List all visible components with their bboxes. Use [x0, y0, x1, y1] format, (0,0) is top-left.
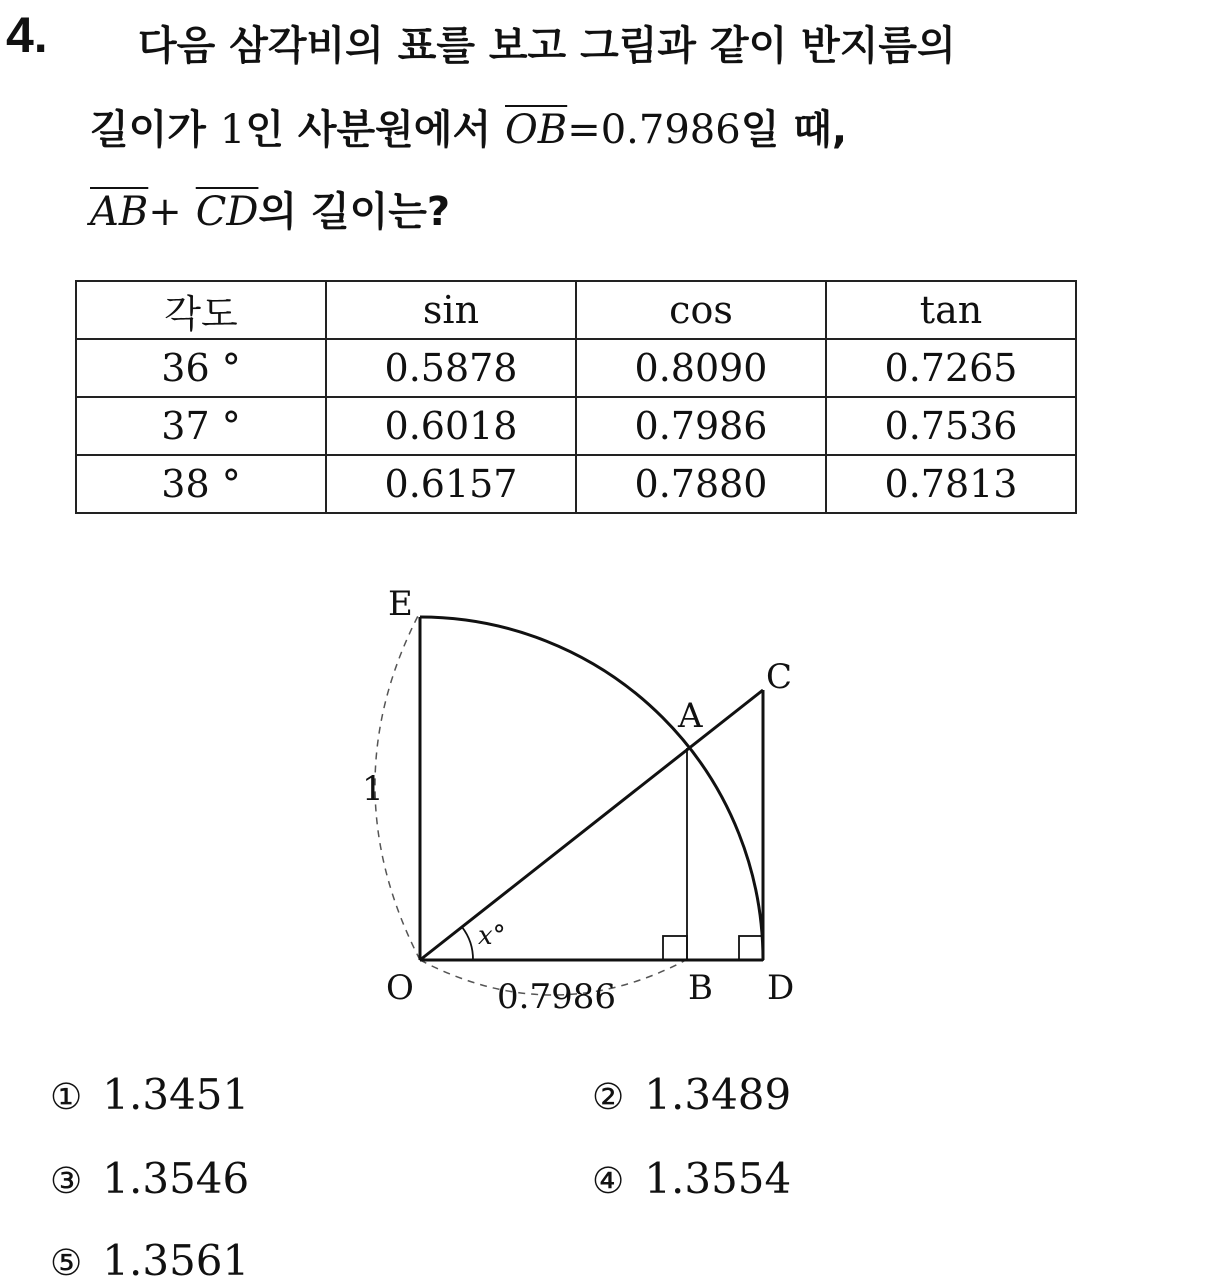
radius-value: 1 — [219, 107, 246, 153]
choice-value: 1.3561 — [102, 1236, 250, 1285]
header-tan: tan — [826, 281, 1076, 339]
question-text-b: 인 사분원에서 — [245, 107, 506, 153]
choice-marker: ④ — [592, 1161, 625, 1202]
table-cell: 0.5878 — [326, 339, 576, 397]
header-sin: sin — [326, 281, 576, 339]
choice-3[interactable] — [50, 1154, 249, 1203]
choice-1[interactable] — [50, 1070, 249, 1119]
choice-value: 1.3546 — [102, 1154, 250, 1203]
choice-4[interactable] — [592, 1154, 791, 1203]
table-row — [76, 397, 1076, 455]
quarter-arc — [420, 617, 763, 960]
label-c: C — [766, 657, 793, 697]
table-cell: 0.8090 — [576, 339, 826, 397]
table-cell: 0.7265 — [826, 339, 1076, 397]
header-cos: cos — [576, 281, 826, 339]
choice-2[interactable] — [592, 1070, 791, 1119]
right-angle-d — [739, 936, 763, 960]
table-cell: 0.7880 — [576, 455, 826, 513]
plus-sign: + — [148, 189, 182, 235]
question-line-3 — [90, 180, 450, 237]
radius-label: 1 — [362, 769, 384, 809]
table-header-row — [76, 281, 1076, 339]
choice-value: 1.3554 — [644, 1154, 792, 1203]
label-d: D — [767, 968, 795, 1008]
choice-marker: ② — [592, 1077, 625, 1118]
ob-length-label: 0.7986 — [497, 977, 616, 1017]
table-cell: 0.7986 — [576, 397, 826, 455]
choice-value: 1.3451 — [102, 1070, 250, 1119]
segment-oc — [420, 690, 763, 960]
header-angle: 각도 — [76, 281, 326, 339]
table-cell: 0.6157 — [326, 455, 576, 513]
table-cell: 0.7813 — [826, 455, 1076, 513]
trig-table — [75, 280, 1077, 514]
choice-5[interactable] — [50, 1236, 249, 1285]
table-row — [76, 455, 1076, 513]
table-row — [76, 339, 1076, 397]
label-b: B — [688, 968, 713, 1008]
table-cell: 0.7536 — [826, 397, 1076, 455]
choice-marker: ⑤ — [50, 1243, 83, 1284]
segment-ab: $\overline{AB}$ — [90, 189, 149, 235]
question-number: 4. — [6, 7, 48, 63]
choice-marker: ③ — [50, 1161, 83, 1202]
table-cell: 37 ° — [76, 397, 326, 455]
angle-label: x° — [478, 921, 506, 951]
table-cell: 38 ° — [76, 455, 326, 513]
right-angle-b — [663, 936, 687, 960]
angle-arc-x — [462, 927, 473, 960]
question-line-1: 다음 삼각비의 표를 보고 그림과 같이 반지름의 — [138, 23, 956, 69]
label-e: E — [388, 584, 413, 624]
question-text-tail: 의 길이는? — [258, 189, 451, 235]
table-cell: 0.6018 — [326, 397, 576, 455]
table-cell: 36 ° — [76, 339, 326, 397]
label-a: A — [678, 696, 703, 736]
ob-value: =0.7986 — [567, 107, 741, 153]
question-text-a: 길이가 — [90, 107, 220, 153]
quarter-circle-figure — [340, 560, 820, 1030]
segment-cd: $\overline{CD}$ — [195, 189, 259, 235]
question-text-c: 일 때, — [740, 107, 848, 153]
choice-marker: ① — [50, 1077, 83, 1118]
label-o: O — [386, 968, 414, 1008]
segment-ob: $\overline{OB}$ — [505, 107, 568, 153]
choice-value: 1.3489 — [644, 1070, 792, 1119]
question-line-2 — [90, 98, 847, 155]
